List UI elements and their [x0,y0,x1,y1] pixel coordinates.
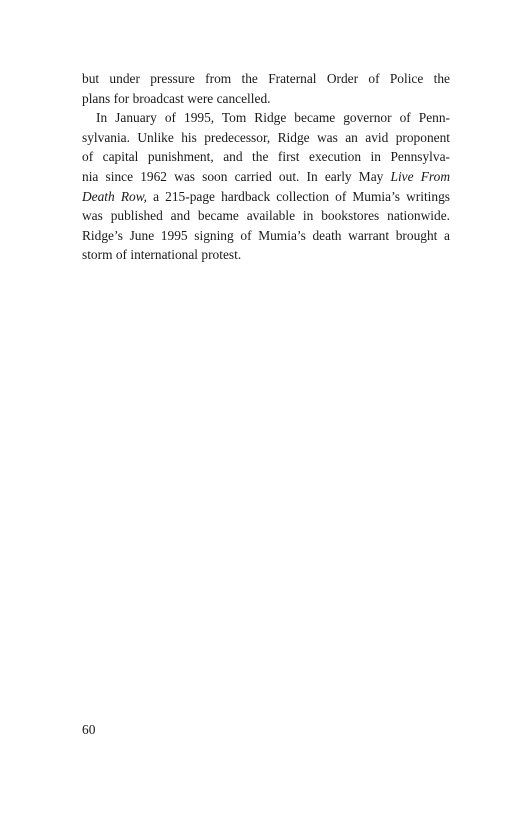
paragraph-continued [82,69,450,108]
text-line [82,187,450,207]
text-line: storm of international protest. [82,247,242,263]
book-title-italic: Live From [390,168,450,184]
book-title-italic: Death Row, [82,188,147,204]
text-line: sylvania. Unlike his predecessor, Ridge was an avid proponent [82,129,450,145]
text-line: but under pressure from the Fraternal Order of Police the [82,71,450,86]
text-line: was published and became available in bookstores nationwide. [82,208,450,224]
text-line [82,167,450,187]
text-line: In January of 1995, Tom Ridge became governor of Penn- [96,110,450,126]
text-segment: nia since 1962 was soon carried out. In early May [82,168,391,184]
body-text [82,69,450,265]
text-line: of capital punishment, and the first execution in Pennsylva- [82,149,450,165]
text-line: plans for broadcast were cancelled. [82,90,271,106]
text-segment: a 215-page hardback collection of Mumia’s writings [147,188,451,204]
text-line: Ridge’s June 1995 signing of Mumia’s death warrant brought a [82,227,450,243]
paragraph [82,108,450,265]
page-number: 60 [82,722,96,737]
